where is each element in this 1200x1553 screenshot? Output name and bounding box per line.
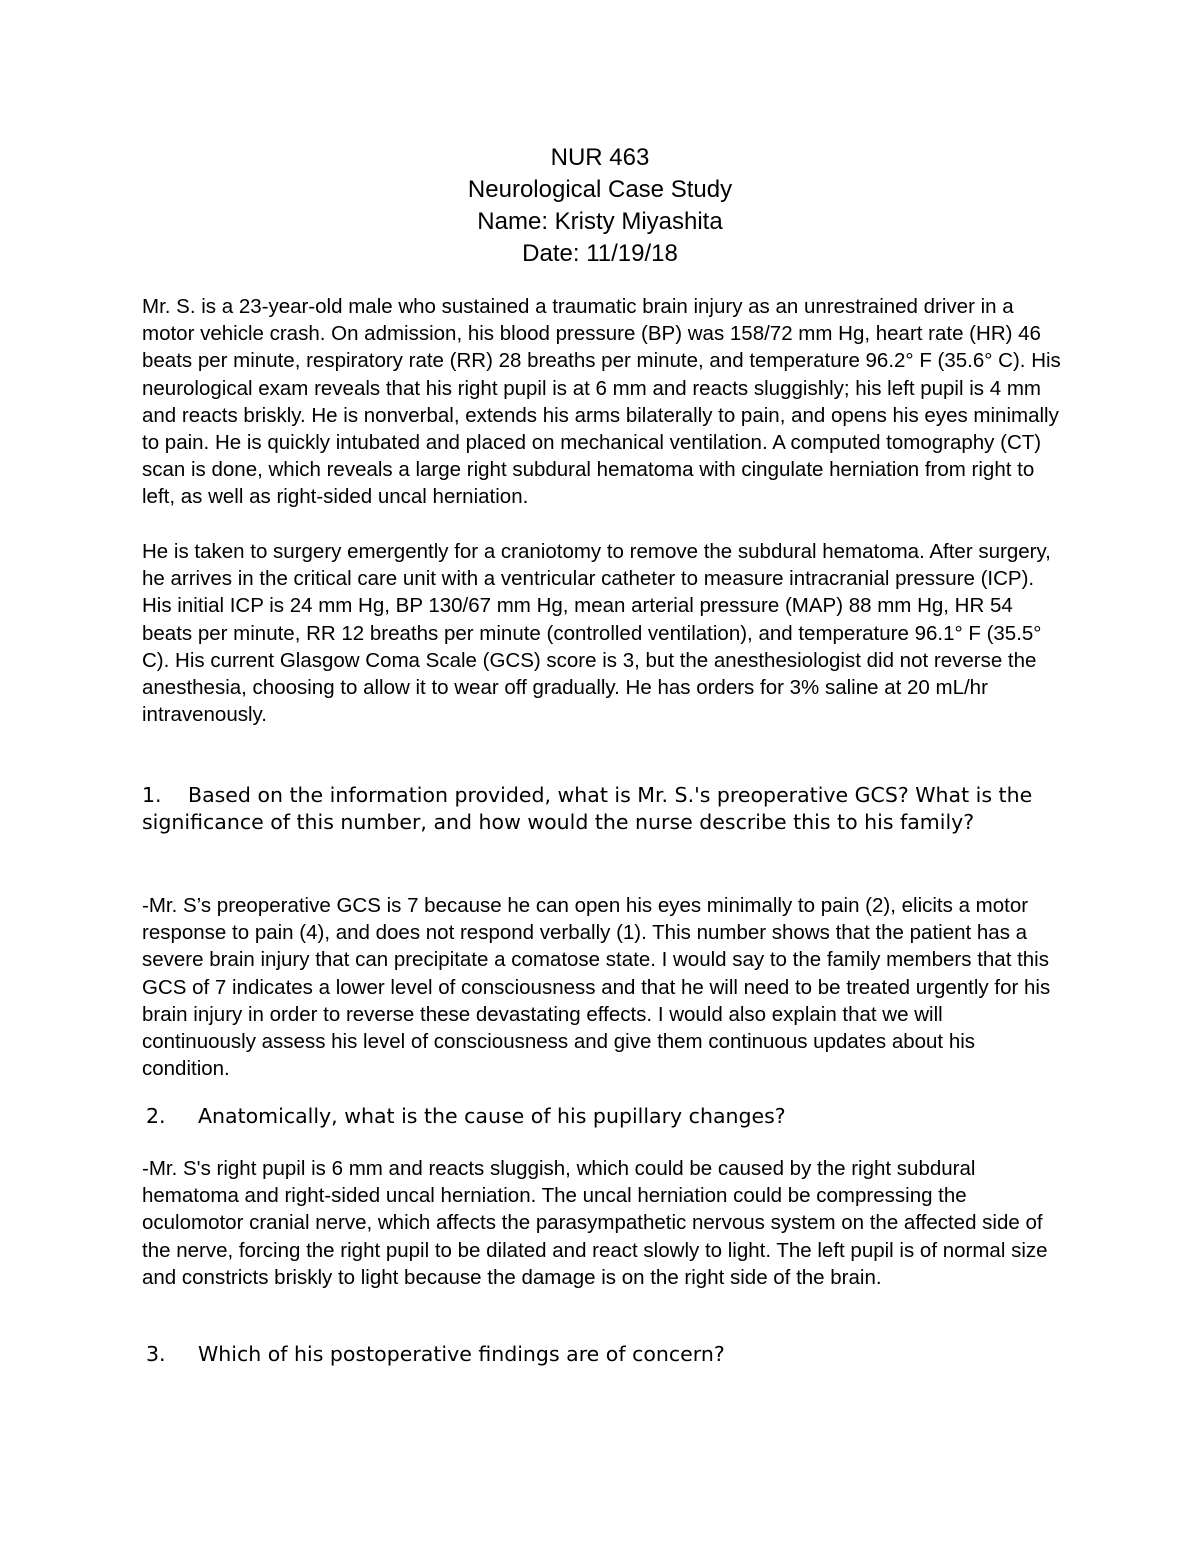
question-1 xyxy=(142,782,1062,836)
answer-1: -Mr. S’s preoperative GCS is 7 because he can open his eyes minimally to pain (2), elicits a motor response to pain (4), and does not respond verbally (1). This number shows that the patient has a severe brain injury that can precipitate a comatose state. I would say to the family members that this GCS of 7 indicates a lower level of consciousness and that he will need to be treated urgently for his brain injury in order to reverse these devastating effects. I would also explain that we will continuously assess his level of consciousness and give them continuous updates about his condition. xyxy=(142,894,1051,1081)
case-paragraph-1: Mr. S. is a 23-year-old male who sustained a traumatic brain injury as an unrestrained driver in a motor vehicle crash. On admission, his blood pressure (BP) was 158/72 mm Hg, heart rate (HR) 46 beats per minute, respiratory rate (RR) 28 breaths per minute, and temperature 96.2° F (35.6° C). His neurological exam reveals that his right pupil is at 6 mm and reacts sluggishly; his left pupil is 4 mm and reacts briskly. He is nonverbal, extends his arms bilaterally to pain, and opens his eyes minimally to pain. He is quickly intubated and placed on mechanical ventilation. A computed tomography (CT) scan is done, which reveals a large right subdural hematoma with cingulate herniation from right to left, as well as right-sided uncal herniation. xyxy=(142,295,1061,509)
question-3-text: Which of his postoperative findings are of concern? xyxy=(198,1342,725,1366)
answer-2: -Mr. S's right pupil is 6 mm and reacts sluggish, which could be caused by the right subdural hematoma and right-sided uncal herniation. The uncal herniation could be compressing the oculomotor cranial nerve, which affects the parasympathetic nervous system on the affected side of the nerve, forcing the right pupil to be dilated and react slowly to light. The left pupil is of normal size and constricts briskly to light because the damage is on the right side of the brain. xyxy=(142,1157,1048,1289)
student-name: Name: Kristy Miyashita xyxy=(477,208,723,235)
document-title: Neurological Case Study xyxy=(467,176,733,203)
course-code: NUR 463 xyxy=(550,144,650,171)
document-header xyxy=(0,142,1200,270)
document-date: Date: 11/19/18 xyxy=(522,240,678,267)
question-3-number: 3. xyxy=(146,1342,166,1366)
case-paragraph-2: He is taken to surgery emergently for a craniotomy to remove the subdural hematoma. After surgery, he arrives in the critical care unit with a ventricular catheter to measure intracranial pressure (ICP). His initial ICP is 24 mm Hg, BP 130/67 mm Hg, mean arterial pressure (MAP) 88 mm Hg, HR 54 beats per minute, RR 12 breaths per minute (controlled ventilation), and temperature 96.1° F (35.5° C). His current Glasgow Coma Scale (GCS) score is 3, but the anesthesiologist did not reverse the anesthesia, choosing to allow it to wear off gradually. He has orders for 3% saline at 20 mL/hr intravenously. xyxy=(142,540,1051,727)
question-1-number: 1. xyxy=(142,783,162,807)
question-2-text: Anatomically, what is the cause of his pupillary changes? xyxy=(198,1104,786,1128)
question-2-number: 2. xyxy=(146,1104,166,1128)
question-1-text: Based on the information provided, what is Mr. S.'s preoperative GCS? What is the significance of this number, and how would the nurse describe this to his family? xyxy=(142,783,1033,835)
question-2 xyxy=(142,1103,1062,1130)
question-3 xyxy=(142,1341,1062,1368)
